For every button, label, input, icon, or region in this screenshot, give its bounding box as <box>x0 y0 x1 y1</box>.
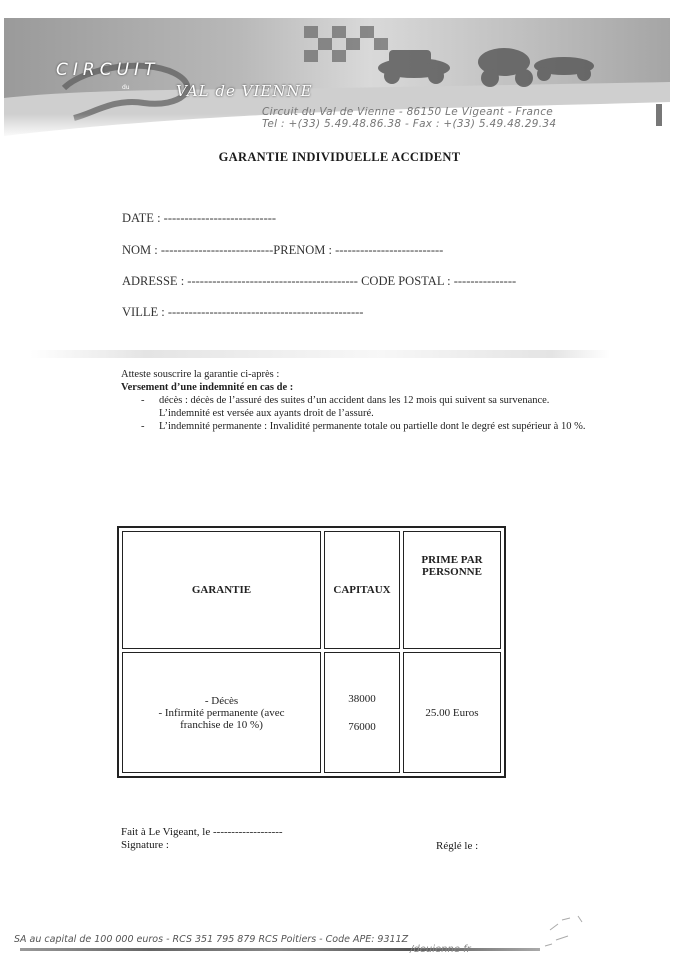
guarantee-table <box>117 526 506 778</box>
list-item: - décès : décès de l’assuré des suites d’un accident dans les 12 mois qui suivent sa survenance. <box>141 395 550 406</box>
table-header-row <box>122 531 501 649</box>
website-text: /deuienne fr <box>410 944 471 955</box>
name-firstname-field[interactable]: NOM : ---------------------------PRENOM : -------------------------- <box>122 243 444 257</box>
fait-a-field[interactable]: Fait à Le Vigeant, le ------------------- <box>121 826 283 838</box>
legal-mention: SA au capital de 100 000 euros - RCS 351 795 879 RCS Poitiers - Code APE: 9311Z <box>14 934 409 945</box>
capital-infirmite: 76000 <box>348 720 376 733</box>
signature-block <box>121 826 283 852</box>
city-field[interactable]: VILLE : ----------------------------------------------- <box>122 305 364 319</box>
logo-du-text: du <box>122 84 130 91</box>
cell-garantie <box>122 652 321 773</box>
capital-deces: 38000 <box>348 692 376 705</box>
signature-label: Signature : <box>121 839 169 851</box>
attestation-section <box>121 368 601 433</box>
list-item: - L’indemnité permanente : Invalidité permanente totale ou partielle dont le degré est supérieur à 10 %. <box>141 421 586 432</box>
coverage-list <box>121 394 601 433</box>
attestation-intro: Atteste souscrire la garantie ci-après : <box>121 369 280 380</box>
header-prime: PRIME PAR PERSONNE <box>403 531 501 649</box>
coverage-death-text: décès : décès de l’assuré des suites d’un accident dans les 12 mois qui suivent sa survenance. <box>159 395 550 406</box>
coverage-permanent-text: L’indemnité permanente : Invalidité permanente totale ou partielle dont le degré est supérieur à 10 %. <box>159 421 586 432</box>
prime-value: 25.00 Euros <box>425 706 479 719</box>
header-garantie: GARANTIE <box>122 531 321 649</box>
date-field[interactable]: DATE : --------------------------- <box>122 211 277 225</box>
address-postal-field[interactable]: ADRESSE : ----------------------------------------- CODE POSTAL : --------------- <box>122 274 517 288</box>
regle-le-field[interactable]: Réglé le : <box>436 840 479 852</box>
table-row <box>122 652 501 773</box>
attestation-heading: Versement d’une indemnité en cas de : <box>121 382 294 393</box>
contact-phone-fax: Tel : +(33) 5.49.48.86.38 - Fax : +(33) 5.49.48.29.34 <box>262 118 557 130</box>
garantie-deces: - Décès <box>204 694 239 707</box>
garantie-infirmite: - Infirmité permanente (avec franchise de 10 %) <box>158 706 285 731</box>
contact-address: Circuit du Val de Vienne - 86150 Le Vigeant - France <box>262 106 554 118</box>
contact-info <box>262 106 662 130</box>
coverage-death-note: L’indemnité est versée aux ayants droit de l’assuré. <box>159 408 374 419</box>
logo-val-de-vienne-text: VAL de VIENNE <box>176 82 313 100</box>
document-title: GARANTIE INDIVIDUELLE ACCIDENT <box>218 150 461 164</box>
cell-prime <box>403 652 501 773</box>
scan-mark <box>540 910 600 950</box>
list-item-note <box>121 407 601 420</box>
scan-smudge <box>30 350 610 358</box>
header-capitaux: CAPITAUX <box>324 531 400 649</box>
cell-capitaux <box>324 652 400 773</box>
logo-circuit-text: CIRCUIT <box>56 60 160 80</box>
